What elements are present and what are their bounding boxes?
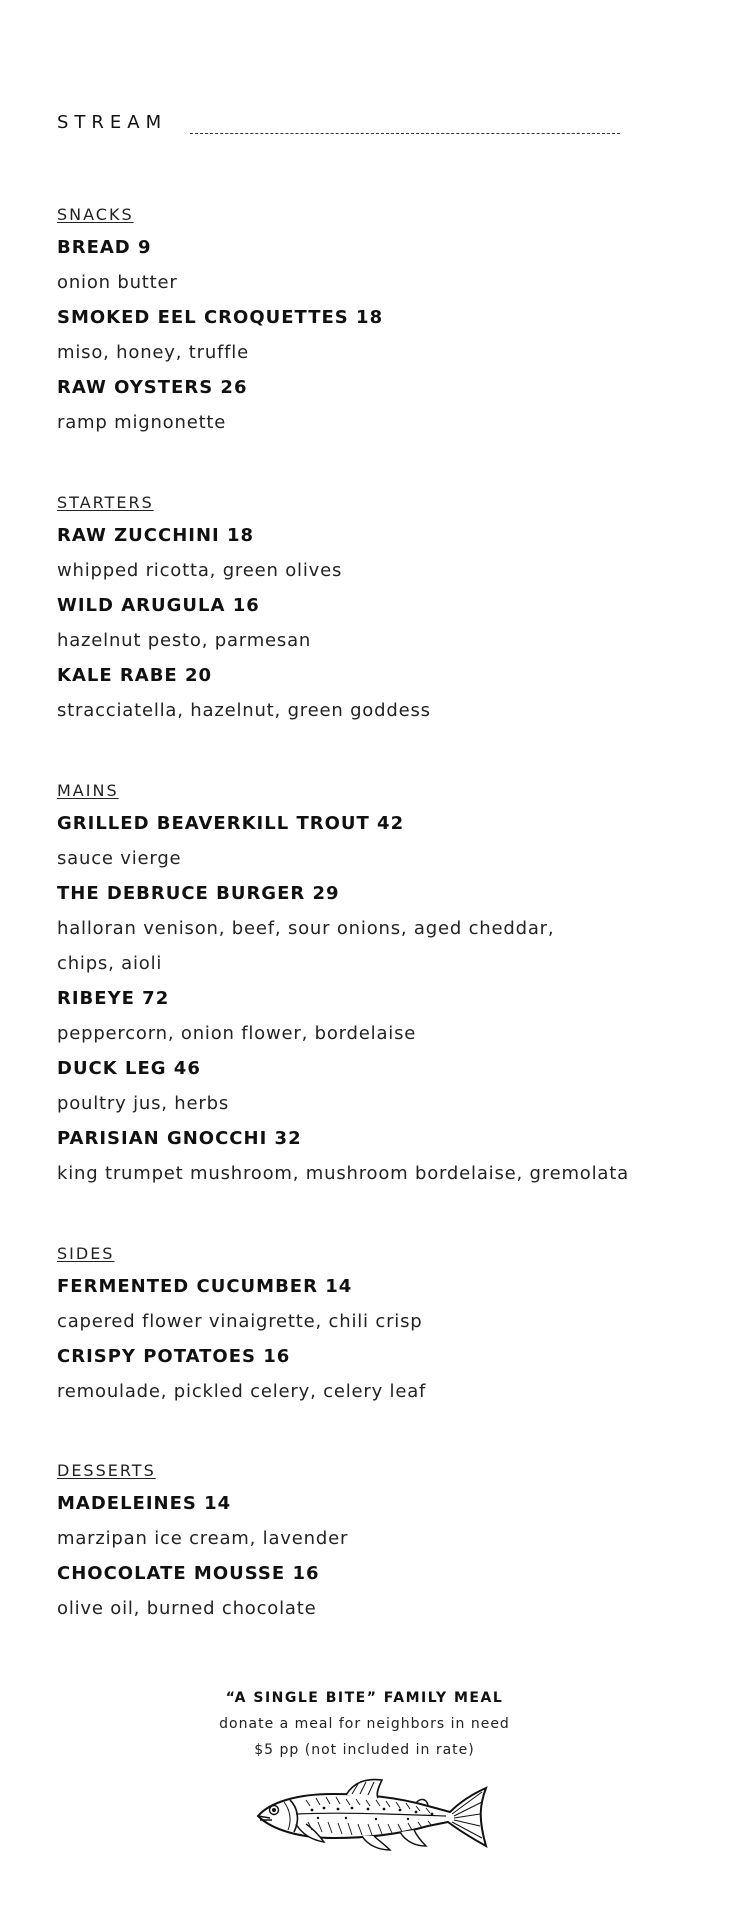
restaurant-name: STREAM [57, 112, 168, 133]
item-description: ramp mignonette [57, 412, 227, 433]
item-description: sauce vierge [57, 848, 182, 869]
menu-item [57, 812, 697, 871]
section-sides [57, 1243, 697, 1415]
item-description: peppercorn, onion flower, bordelaise [57, 1023, 417, 1044]
trout-fish-icon [250, 1772, 490, 1854]
item-description: capered flower vinaigrette, chili crisp [57, 1311, 423, 1332]
menu-item [57, 1492, 697, 1551]
menu-item [57, 1345, 697, 1404]
item-name: PARISIAN GNOCCHI 32 [57, 1128, 302, 1149]
item-name: CRISPY POTATOES 16 [57, 1346, 291, 1367]
item-name: THE DEBRUCE BURGER 29 [57, 883, 340, 904]
family-meal-price: $5 pp (not included in rate) [254, 1742, 475, 1758]
section-starters [57, 492, 697, 734]
item-description: poultry jus, herbs [57, 1093, 229, 1114]
item-description: stracciatella, hazelnut, green goddess [57, 700, 431, 721]
item-description: olive oil, burned chocolate [57, 1598, 317, 1619]
item-description: remoulade, pickled celery, celery leaf [57, 1381, 427, 1402]
item-name: DUCK LEG 46 [57, 1058, 201, 1079]
section-title-mains: MAINS [57, 781, 119, 800]
menu-item [57, 524, 697, 583]
section-mains [57, 780, 697, 1197]
family-meal-title: “A SINGLE BITE” FAMILY MEAL [225, 1690, 504, 1706]
item-description: onion butter [57, 272, 178, 293]
section-snacks [57, 204, 697, 446]
item-description: chips, aioli [57, 953, 163, 974]
item-name: SMOKED EEL CROQUETTES 18 [57, 307, 384, 328]
item-description: whipped ricotta, green olives [57, 560, 343, 581]
menu-item [57, 1127, 697, 1186]
item-name: RAW ZUCCHINI 18 [57, 525, 255, 546]
section-desserts [57, 1460, 697, 1632]
menu-item [57, 1057, 697, 1116]
item-name: RIBEYE 72 [57, 988, 170, 1009]
section-title-snacks: SNACKS [57, 205, 134, 224]
item-description: king trumpet mushroom, mushroom bordelaise, gremolata [57, 1163, 629, 1184]
item-description: halloran venison, beef, sour onions, aged cheddar, [57, 918, 555, 939]
family-meal-note [0, 1688, 729, 1766]
section-title-desserts: DESSERTS [57, 1461, 156, 1480]
section-title-starters: STARTERS [57, 493, 154, 512]
menu-item [57, 236, 697, 295]
item-description: hazelnut pesto, parmesan [57, 630, 312, 651]
menu-item [57, 987, 697, 1046]
brand-dashed-rule [190, 133, 620, 134]
menu-item [57, 306, 697, 365]
menu-item [57, 882, 697, 976]
item-name: WILD ARUGULA 16 [57, 595, 260, 616]
menu-item [57, 1275, 697, 1334]
menu-item [57, 594, 697, 653]
item-name: BREAD 9 [57, 237, 152, 258]
item-name: GRILLED BEAVERKILL TROUT 42 [57, 813, 405, 834]
item-name: RAW OYSTERS 26 [57, 377, 248, 398]
menu-item [57, 1562, 697, 1621]
item-name: MADELEINES 14 [57, 1493, 232, 1514]
item-name: KALE RABE 20 [57, 665, 213, 686]
family-meal-description: donate a meal for neighbors in need [219, 1716, 510, 1732]
item-name: FERMENTED CUCUMBER 14 [57, 1276, 353, 1297]
menu-item [57, 376, 697, 435]
menu-item [57, 664, 697, 723]
section-title-sides: SIDES [57, 1244, 115, 1263]
item-description: miso, honey, truffle [57, 342, 249, 363]
item-name: CHOCOLATE MOUSSE 16 [57, 1563, 320, 1584]
item-description: marzipan ice cream, lavender [57, 1528, 349, 1549]
